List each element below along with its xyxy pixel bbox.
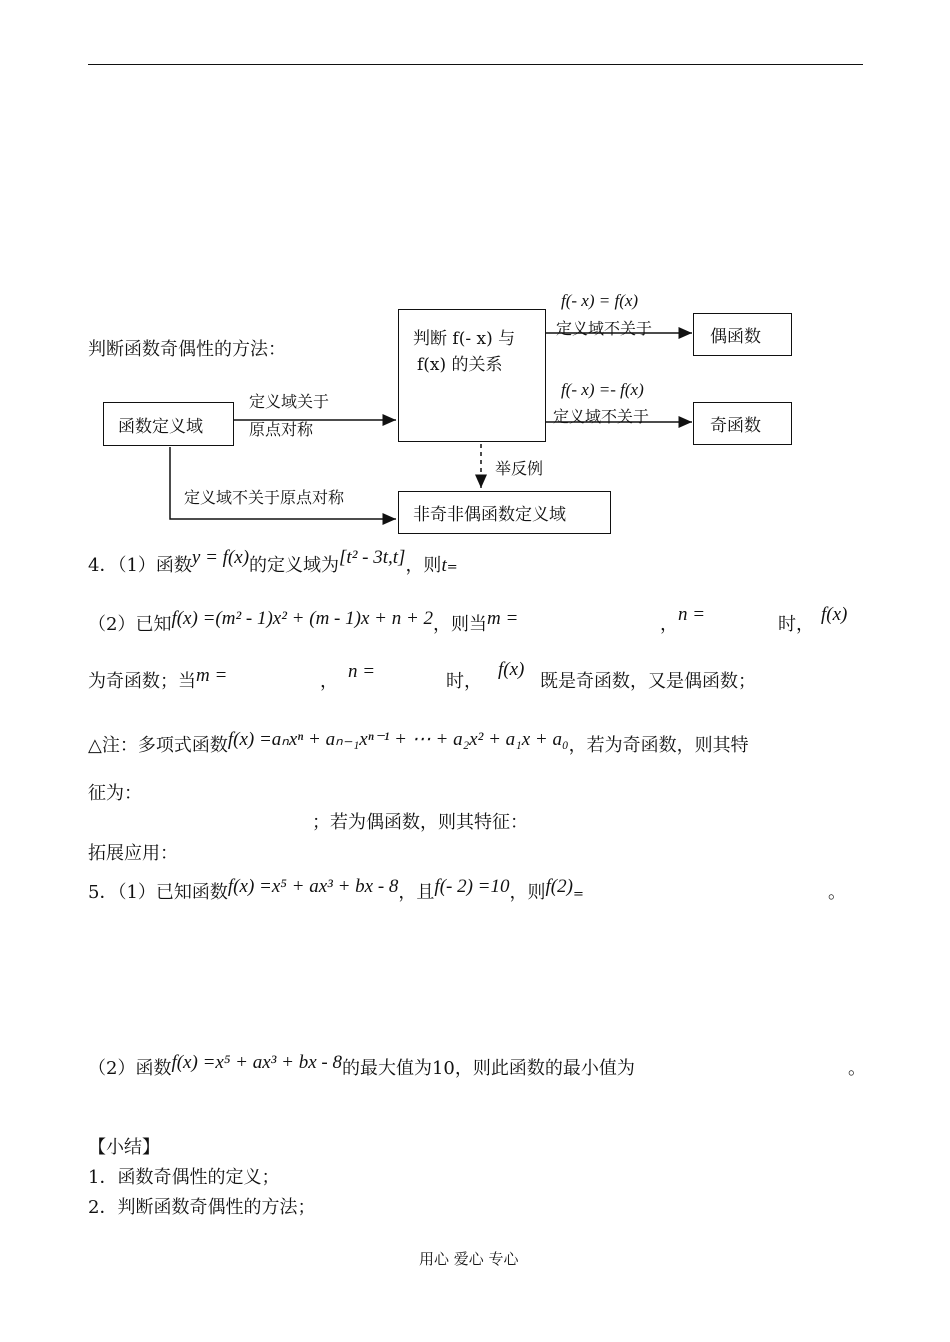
q5-p1-math: f(x) =x⁵ + ax³ + bx - 8 bbox=[227, 876, 399, 897]
method-heading: 判断函数奇偶性的方法： bbox=[88, 339, 286, 360]
q4-p2-n: n = bbox=[678, 604, 706, 625]
edge-sym-line1: 定义域关于 bbox=[249, 392, 330, 411]
q4-p3-comma: ， bbox=[320, 671, 338, 692]
q5-p2-math: f(x) =x⁵ + ax³ + bx - 8 bbox=[171, 1052, 342, 1073]
q4-p1-a: 4．（1）函数 bbox=[88, 555, 192, 576]
q5-p1-b: ，且 bbox=[398, 882, 435, 903]
flowchart-connectors bbox=[0, 0, 950, 560]
q4-p1-eq: = bbox=[446, 560, 458, 575]
note-a: △注：多项式函数 bbox=[88, 735, 228, 756]
arrow-domain-to-neither bbox=[170, 447, 396, 519]
node-judge bbox=[398, 309, 546, 442]
edge-odd-cond: f(- x) =- f(x) bbox=[561, 380, 644, 399]
q5-line2 bbox=[88, 1052, 866, 1080]
q4-p2-m: m = bbox=[487, 608, 519, 629]
note-math: f(x) =aₙxⁿ + aₙ₋₁xⁿ⁻¹ + ⋯ + a₂x² + a₁x + a₀ bbox=[227, 729, 569, 750]
q5-p2-end: 。 bbox=[848, 1058, 866, 1079]
node-odd bbox=[693, 402, 792, 445]
q5-p2-a: （2）函数 bbox=[88, 1058, 172, 1079]
node-even-label: 偶函数 bbox=[710, 327, 761, 347]
q4-p2-comma: ， bbox=[660, 614, 678, 635]
q4-p1-math1: y = f(x) bbox=[191, 547, 250, 568]
q4-p3-b: 时， bbox=[446, 671, 482, 692]
q4-line1 bbox=[88, 547, 458, 577]
q4-p3-a: 为奇函数；当 bbox=[88, 671, 196, 692]
note-line2: 征为： bbox=[88, 783, 142, 804]
q4-p1-math3: t bbox=[441, 555, 447, 576]
extend-heading: 拓展应用： bbox=[88, 843, 178, 864]
node-neither bbox=[398, 491, 611, 534]
summary-item-2: 2．判断函数奇偶性的方法； bbox=[88, 1197, 316, 1218]
q4-p2-math: f(x) =(m² - 1)x² + (m - 1)x + n + 2 bbox=[171, 608, 434, 629]
node-domain bbox=[103, 402, 234, 446]
page-footer: 用心 爱心 专心 bbox=[419, 1250, 519, 1268]
edge-not-sym: 定义域不关于原点对称 bbox=[184, 488, 345, 507]
q5-line1 bbox=[88, 878, 863, 904]
node-domain-label: 函数定义域 bbox=[118, 417, 203, 437]
summary-item-1: 1．函数奇偶性的定义； bbox=[88, 1167, 280, 1188]
summary-title: 【小结】 bbox=[88, 1137, 160, 1158]
node-judge-line1: 判断 f(- x) 与 bbox=[413, 329, 516, 349]
edge-even-cond: f(- x) = f(x) bbox=[561, 291, 639, 310]
q4-p3-n: n = bbox=[348, 661, 376, 682]
q5-p1-cond: f(- 2) =10 bbox=[434, 876, 510, 897]
node-odd-label: 奇函数 bbox=[710, 416, 761, 436]
q5-p1-c: ，则 bbox=[509, 882, 546, 903]
q4-p3-fx: f(x) bbox=[498, 659, 525, 680]
node-even bbox=[693, 313, 792, 356]
q4-line2 bbox=[88, 604, 863, 636]
q4-p2-c: 时， bbox=[778, 614, 814, 635]
note-b: ，若为奇函数，则其特 bbox=[568, 735, 749, 756]
q4-p2-b: ，则当 bbox=[433, 614, 488, 635]
q5-p1-f2: f(2) bbox=[545, 876, 573, 897]
edge-sym-line2: 原点对称 bbox=[249, 420, 314, 439]
edge-odd-note: 定义域不关于 bbox=[553, 407, 650, 426]
note-line3: ；若为偶函数，则其特征： bbox=[312, 812, 528, 833]
q4-p2-fx: f(x) bbox=[821, 604, 848, 625]
q4-p1-b: 的定义域为 bbox=[249, 555, 340, 576]
note-line1 bbox=[88, 731, 749, 757]
q4-p3-m: m = bbox=[196, 665, 228, 686]
q4-p1-c: ，则 bbox=[405, 555, 442, 576]
q4-p2-a: （2）已知 bbox=[88, 614, 172, 635]
q5-p1-a: 5．（1）已知函数 bbox=[88, 882, 228, 903]
q5-p2-b: 的最大值为10，则此函数的最小值为 bbox=[341, 1058, 635, 1079]
q4-p1-math2: [t² - 3t,t] bbox=[339, 547, 406, 568]
edge-even-note: 定义域不关于 bbox=[556, 319, 653, 338]
q5-p1-end: 。 bbox=[828, 882, 846, 903]
q4-line3 bbox=[88, 659, 863, 693]
node-neither-label: 非奇非偶函数定义域 bbox=[413, 505, 566, 525]
node-judge-line2: f(x) 的关系 bbox=[417, 355, 503, 375]
q5-p1-eq: = bbox=[572, 887, 584, 902]
edge-counter: 举反例 bbox=[495, 459, 544, 478]
q4-p3-c: 既是奇函数，又是偶函数； bbox=[540, 671, 756, 692]
